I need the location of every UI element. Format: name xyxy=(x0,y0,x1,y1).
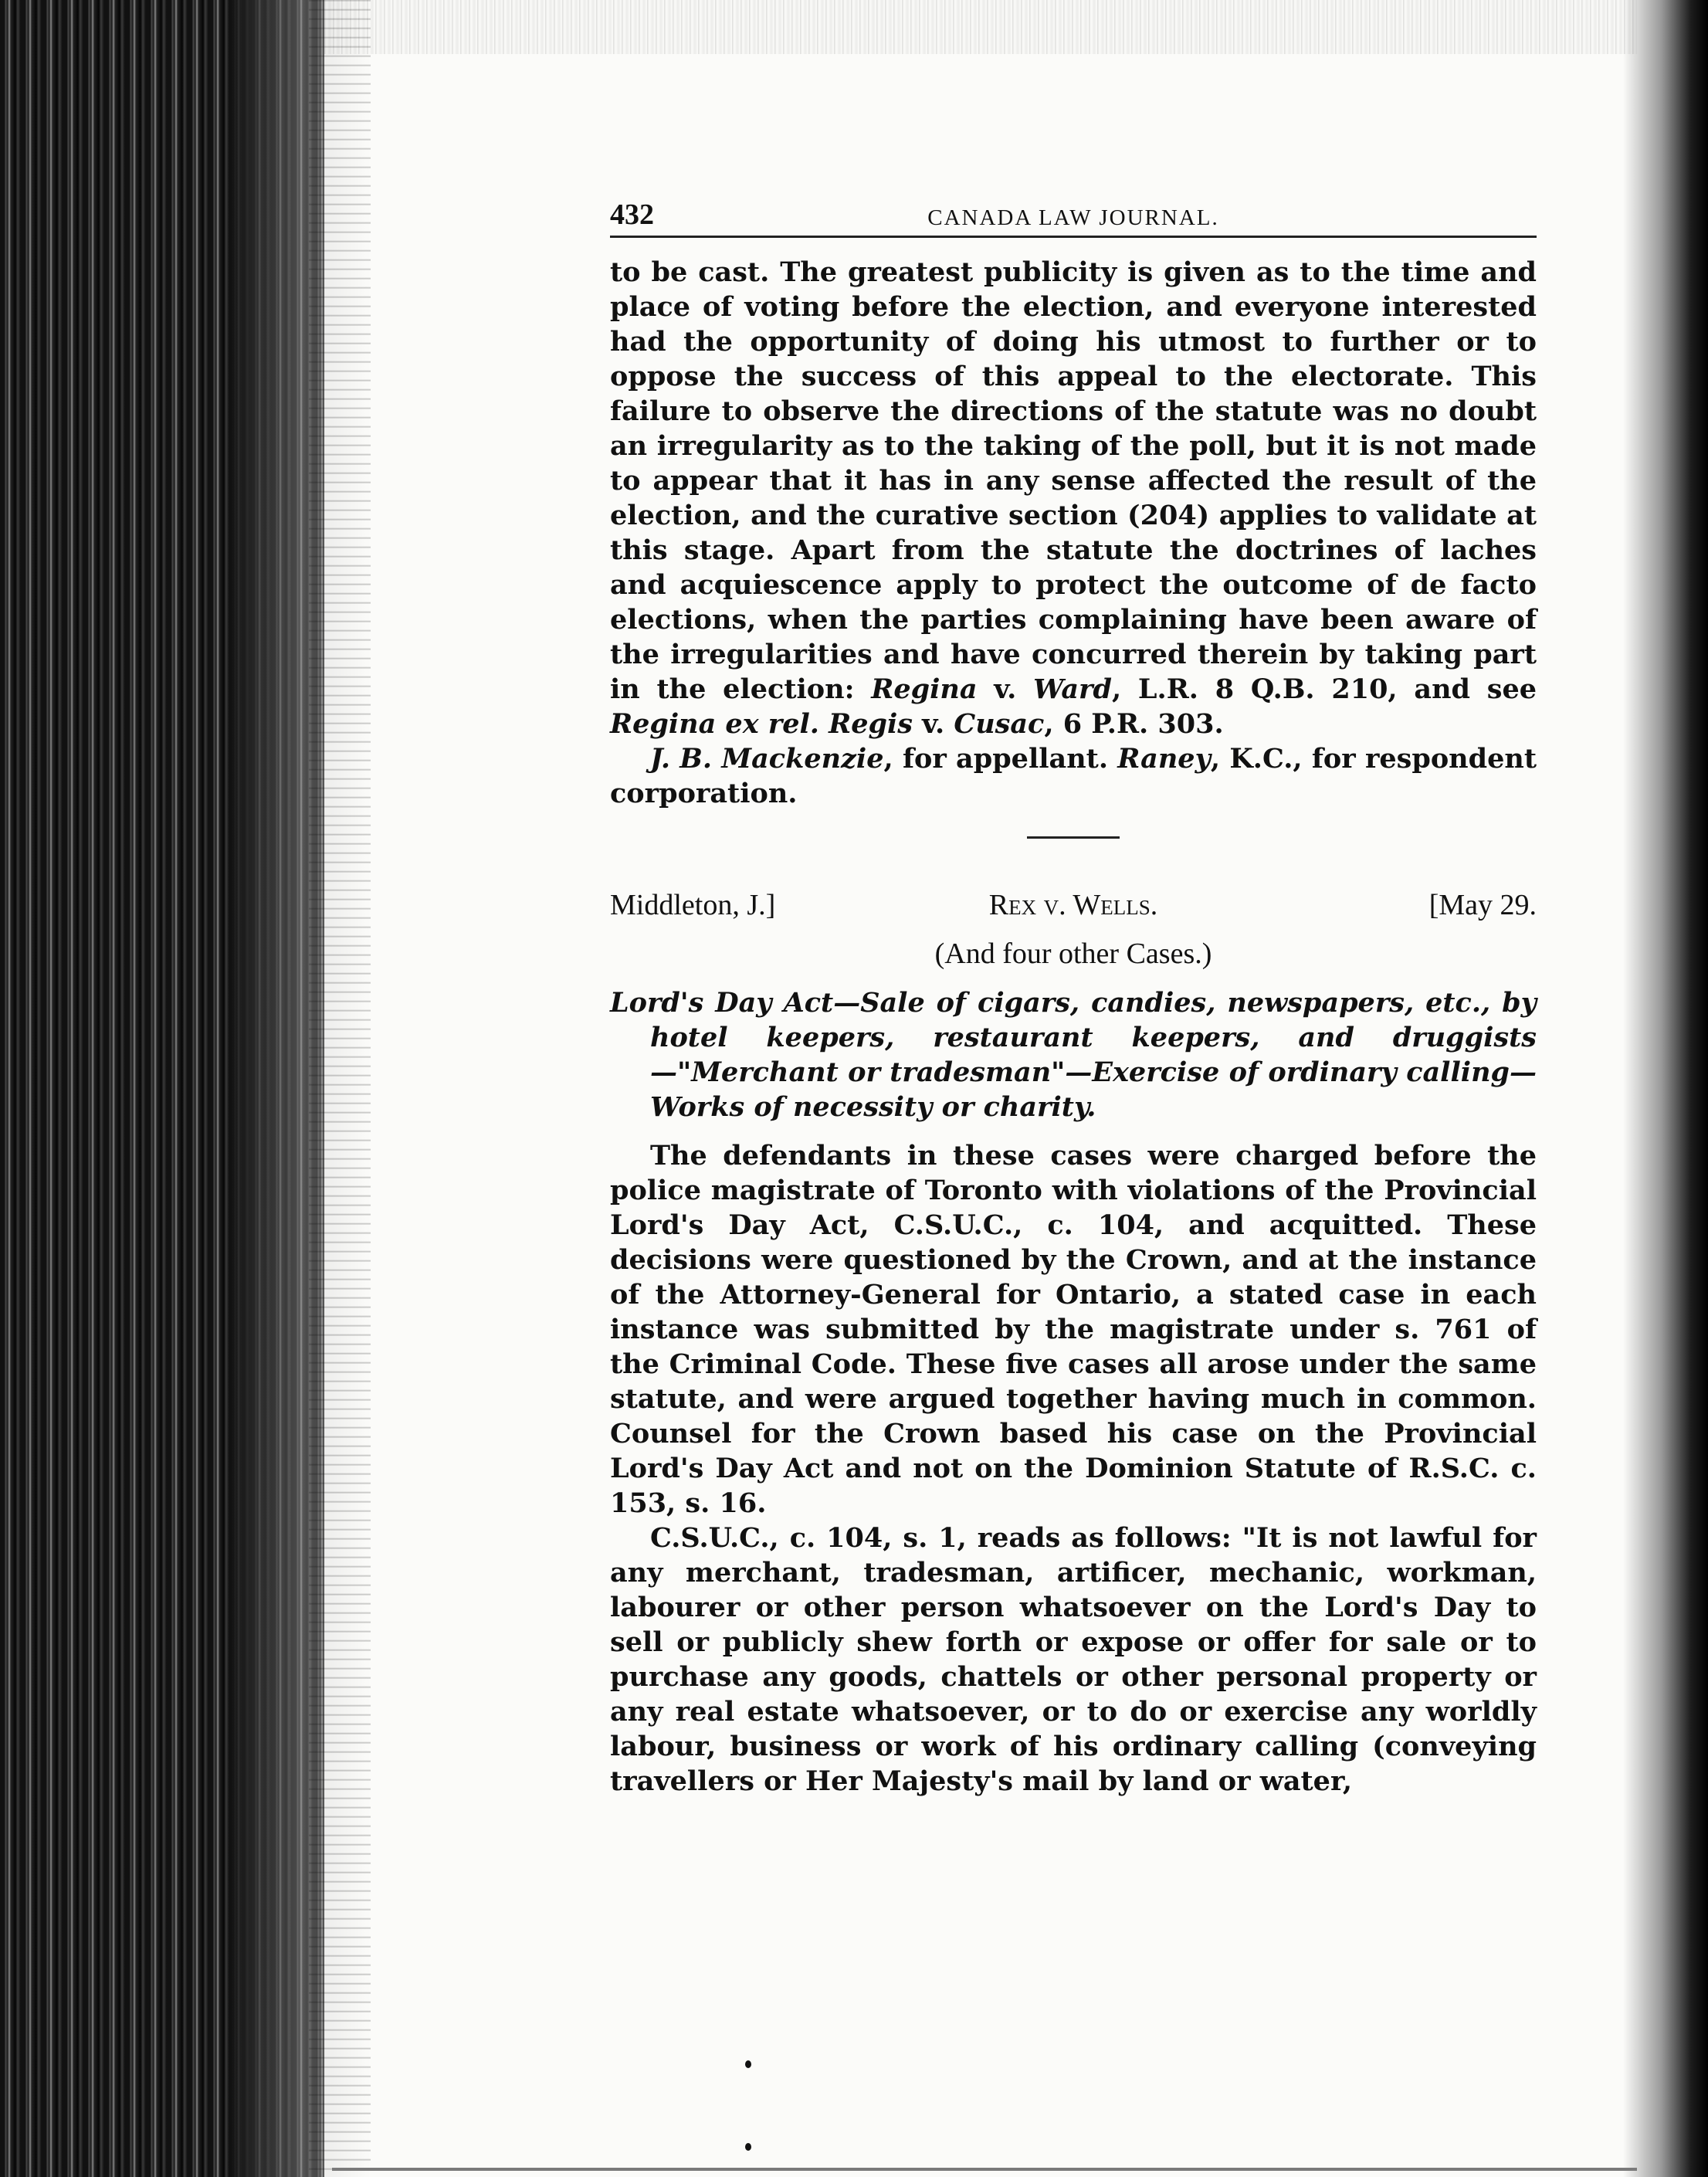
continuation-section xyxy=(610,255,1537,811)
running-header xyxy=(610,193,1537,236)
section-separator xyxy=(1027,836,1120,839)
case-title: Rex v. Wells. xyxy=(988,889,1158,921)
page-text xyxy=(610,193,1537,1799)
counsel-respondent-role: , K.C., for respondent corporation. xyxy=(610,743,1537,809)
page-right-edge xyxy=(1623,0,1708,2177)
scan-speck xyxy=(745,2060,751,2068)
citation-cusac: Cusac xyxy=(954,708,1045,740)
case-date: [May 29. xyxy=(1428,889,1537,921)
body-paragraph-1: The defendants in these cases were charged before the police magistrate of Toronto with violations of the Provincial Lord's Day Act, C.S.U.C., c. 104, and acquitted. These decisions were questioned by the Crown, and at the instance of the Attorney-General for Ontario, a stated case in each instance was submitted by the magistrate under s. 761 of the Criminal Code. These five cases all arose under the same statute, and were argued together having much in common. Counsel for the Crown based his case on the Provincial Lord's Day Act and not on the Dominion Statute of R.S.C. c. 153, s. 16. xyxy=(610,1140,1537,1519)
citation-v: v. xyxy=(977,673,1034,705)
bottom-edge-line xyxy=(332,2168,1637,2171)
scan-noise xyxy=(324,0,1637,54)
continuation-paragraph xyxy=(610,255,1537,741)
counsel-appellant: J. B. Mackenzie xyxy=(650,743,884,775)
counsel-appellant-role: , for appellant. xyxy=(883,743,1118,775)
citation-ward: Ward xyxy=(1033,673,1112,705)
body-section xyxy=(610,1138,1537,1799)
gutter-speckle xyxy=(309,0,371,2177)
citation-v-2: v. xyxy=(912,708,954,740)
case-judge: Middleton, J.] xyxy=(610,889,776,921)
continuation-text: to be cast. The greatest publicity is given as to the time and place of voting before the election, and everyone interested had the opportunity of doing his utmost to further or to oppose the success of this appeal to the electorate. This failure to observe the directions of the statute was no doubt an irregularity as to the taking of the poll, but it is not made to appear that it has in any sense affected the result of the election, and the curative section (204) applies to validate at this stage. Apart from the statute the doctrines of laches and acquiescence apply to protect the outcome of de facto elections, when the parties complaining have been aware of the irregularities and have concurred therein by taking part in the election: xyxy=(610,256,1537,705)
case-subtitle: (And four other Cases.) xyxy=(934,938,1212,970)
body-paragraph-2: C.S.U.C., c. 104, s. 1, reads as follows: "It is not lawful for any merchant, tradesman, artificer, mechanic, workman, labourer or other person whatsoever on the Lord's Day to sell or publicly shew forth or expose or offer for sale or to purchase any goods, chattels or other personal property or any real estate whatsoever, or to do or exercise any worldly labour, business or work of his ordinary calling (conveying travellers or Her Majesty's mail by land or water, xyxy=(610,1522,1537,1797)
case-headnote: Lord's Day Act—Sale of cigars, candies, newspapers, etc., by hotel keepers, restaurant keepers, and druggists—"Merchant or tradesman"—Exercise of ordinary calling—Works of necessity or charity. xyxy=(610,987,1537,1123)
scan-speck xyxy=(745,2143,751,2151)
page-number: 432 xyxy=(610,198,654,231)
citation-ref-2: , 6 P.R. 303. xyxy=(1044,708,1224,740)
counsel-line xyxy=(610,741,1537,811)
counsel-respondent: Raney xyxy=(1117,743,1211,775)
citation-regina: Regina xyxy=(871,673,978,705)
case-heading xyxy=(610,888,1537,923)
journal-title: CANADA LAW JOURNAL. xyxy=(927,205,1219,230)
citation-ref-1: , L.R. 8 Q.B. 210, and see xyxy=(1111,673,1537,705)
citation-regis: Regina ex rel. Regis xyxy=(610,708,913,740)
header-rule xyxy=(610,236,1537,238)
